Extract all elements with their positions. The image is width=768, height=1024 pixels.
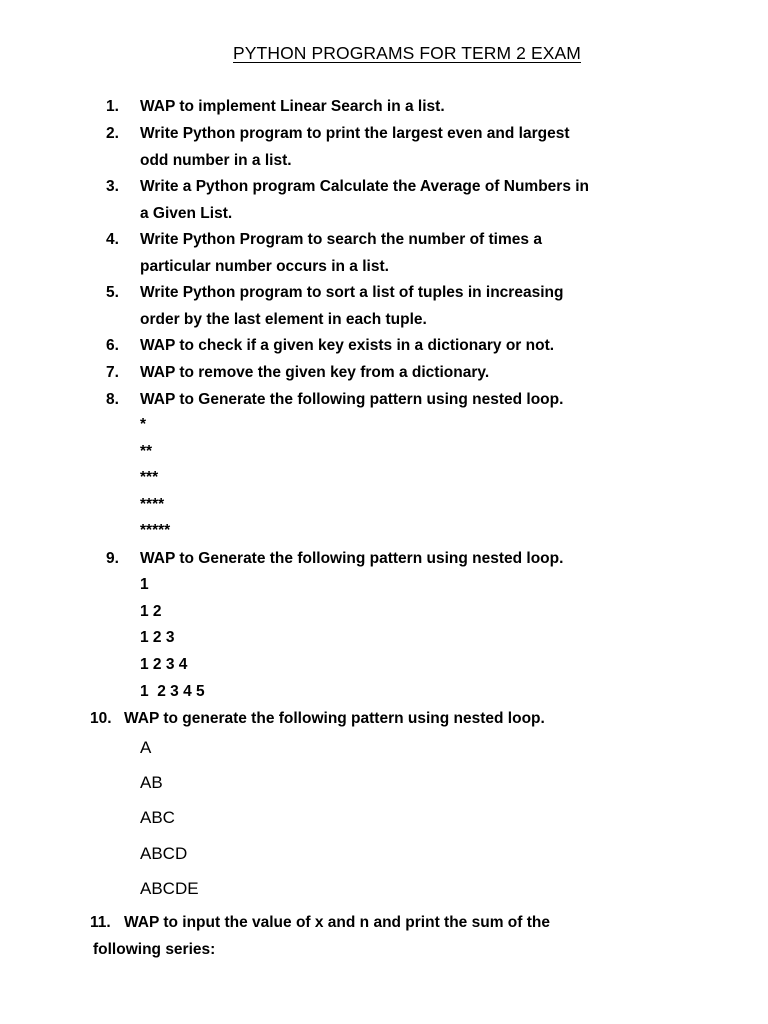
question-text-continued: odd number in a list. <box>140 152 292 169</box>
question-number: 11. <box>90 914 111 931</box>
letter-pattern-row: AB <box>140 773 163 792</box>
question-number: 9. <box>106 550 119 567</box>
question-text: Write Python program to print the largest even and largest <box>140 125 570 142</box>
question-text: WAP to implement Linear Search in a list. <box>140 98 445 115</box>
question-text: WAP to Generate the following pattern using nested loop. <box>140 550 564 567</box>
number-pattern-row: 1 <box>140 576 149 593</box>
question-text: WAP to generate the following pattern using nested loop. <box>124 710 545 727</box>
number-pattern-row: 1 2 3 <box>140 629 175 646</box>
question-number: 1. <box>106 98 119 115</box>
question-text: WAP to Generate the following pattern using nested loop. <box>140 391 564 408</box>
question-text-continued: following series: <box>93 941 216 958</box>
question-text: Write Python program to sort a list of tuples in increasing <box>140 284 564 301</box>
star-pattern-row: ***** <box>140 522 171 539</box>
question-number: 2. <box>106 125 119 142</box>
question-number: 7. <box>106 364 119 381</box>
star-pattern-row: ** <box>140 443 153 460</box>
question-text: WAP to remove the given key from a dictionary. <box>140 364 490 381</box>
number-pattern-row: 1 2 <box>140 603 162 620</box>
question-text: Write a Python program Calculate the Average of Numbers in <box>140 178 590 195</box>
question-text-continued: a Given List. <box>140 205 233 222</box>
letter-pattern-row: A <box>140 738 152 757</box>
question-number: 4. <box>106 231 119 248</box>
question-text: WAP to check if a given key exists in a dictionary or not. <box>140 337 555 354</box>
question-number: 6. <box>106 337 119 354</box>
page-title: PYTHON PROGRAMS FOR TERM 2 EXAM <box>233 43 581 63</box>
letter-pattern-row: ABCDE <box>140 879 199 898</box>
letter-pattern-row: ABCD <box>140 844 188 863</box>
question-number: 10. <box>90 710 112 727</box>
question-text: Write Python Program to search the number of times a <box>140 231 542 248</box>
star-pattern-row: *** <box>140 469 159 486</box>
question-text-continued: particular number occurs in a list. <box>140 258 389 275</box>
number-pattern-row: 1 2 3 4 5 <box>140 683 205 700</box>
question-text: WAP to input the value of x and n and print the sum of the <box>124 914 550 931</box>
question-number: 3. <box>106 178 119 195</box>
question-text-continued: order by the last element in each tuple. <box>140 311 427 328</box>
star-pattern-row: **** <box>140 496 165 513</box>
star-pattern-row: * <box>140 416 147 433</box>
question-number: 8. <box>106 391 119 408</box>
question-number: 5. <box>106 284 119 301</box>
letter-pattern-row: ABC <box>140 808 175 827</box>
number-pattern-row: 1 2 3 4 <box>140 656 188 673</box>
